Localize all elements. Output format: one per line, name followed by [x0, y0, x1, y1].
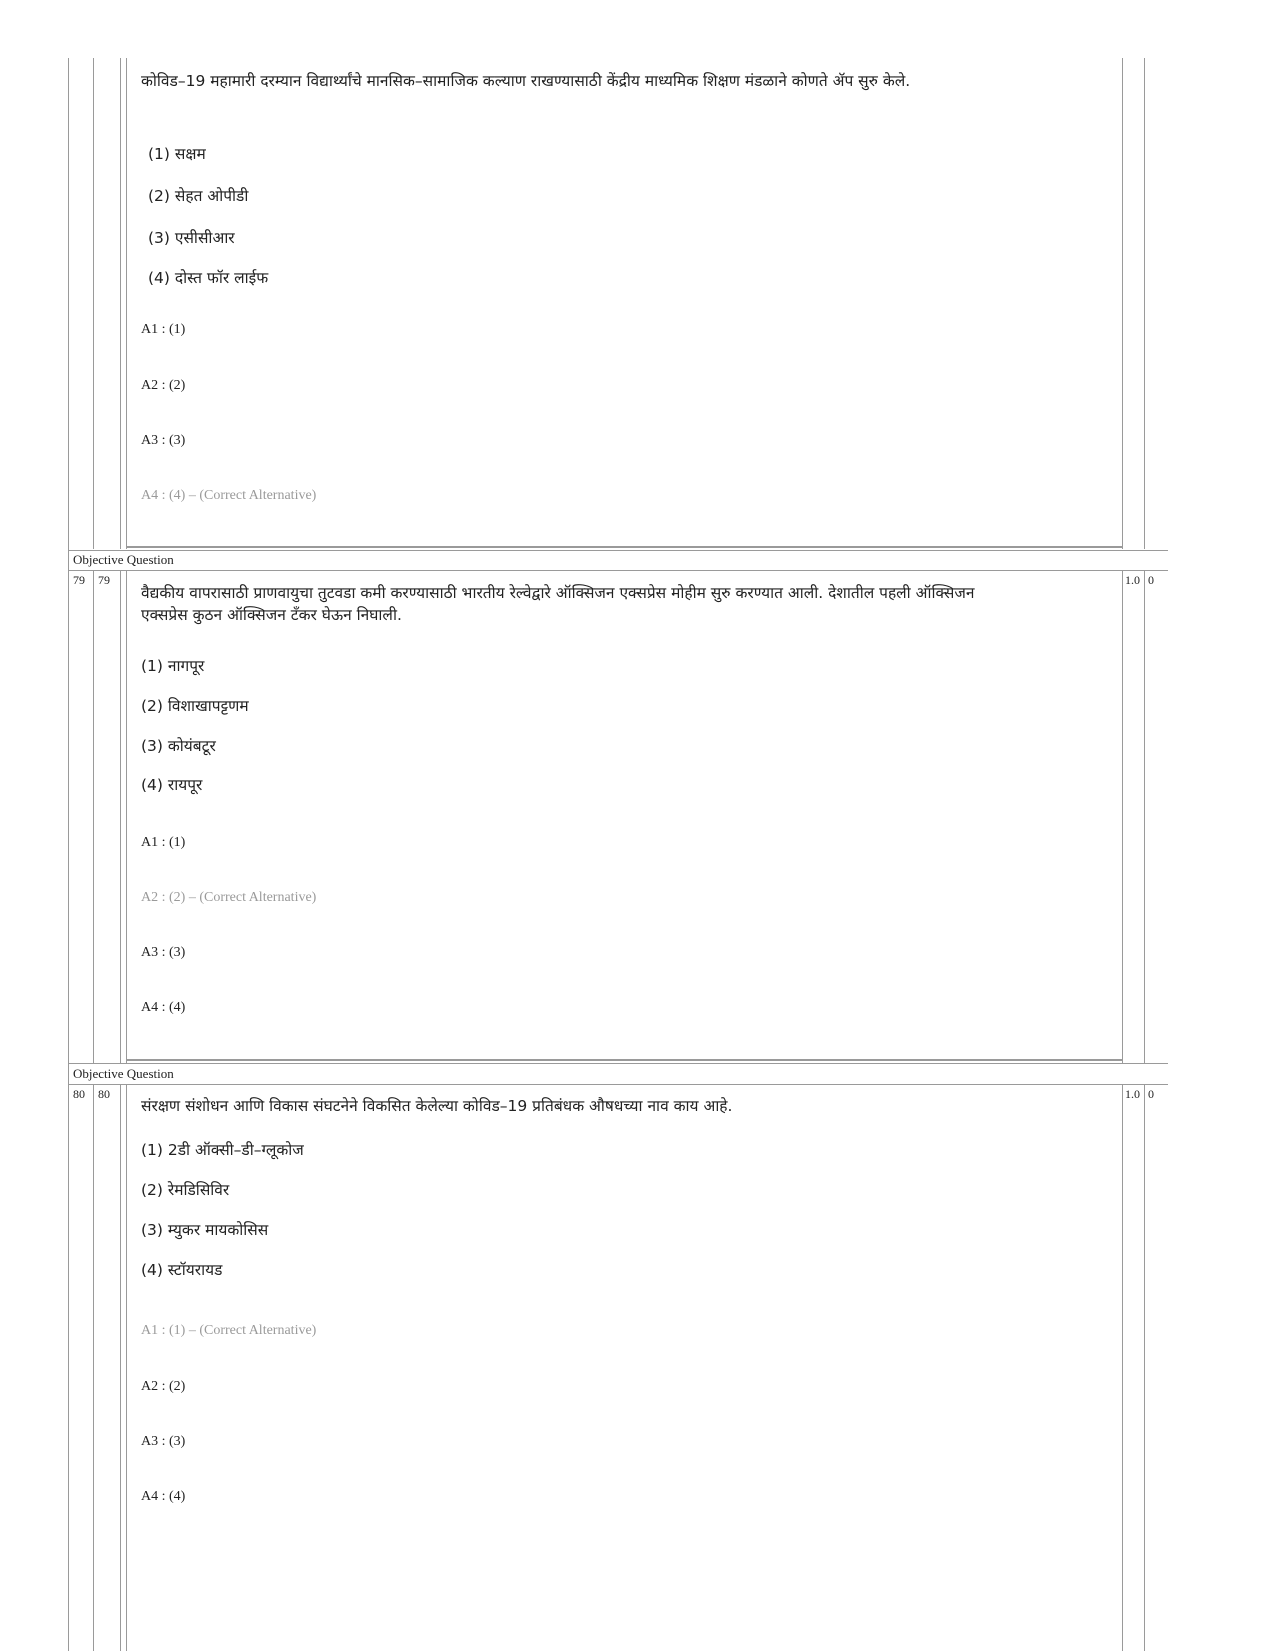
table-border-col4 [1122, 571, 1123, 1063]
negative-marks: 0 [1148, 573, 1154, 587]
question-number: 79 [73, 573, 85, 587]
row-divider [68, 1084, 1168, 1085]
section-label: Objective Question [73, 552, 174, 567]
answer-2: A2 : (2) [141, 378, 186, 393]
option-2: (2) सेहत ओपीडी [148, 187, 249, 205]
option-4: (4) रायपूर [141, 776, 203, 794]
question-text: वैद्यकीय वापरासाठी प्राणवायुचा तुटवडा कमी करण्यासाठी भारतीय रेल्वेद्वारे ऑक्सिजन एक्सप्रेस मोहीम सुरु करण्यात आली. देशातील पहली ऑक्सिजन एक्सप्रेस कुठन ऑक्सिजन टँकर घेऊन निघाली. [141, 584, 975, 624]
option-2: (2) रेमडिसिविर [141, 1181, 230, 1199]
option-1: (1) 2डी ऑक्सी–डी–ग्लूकोज [141, 1141, 304, 1159]
option-4: (4) स्टॉयरायड [141, 1261, 223, 1279]
table-border-col1 [93, 1085, 94, 1651]
row-divider [68, 570, 1168, 571]
option-3: (3) म्युकर मायकोसिस [141, 1221, 269, 1239]
table-border-col5 [1144, 571, 1145, 1063]
option-1: (1) नागपूर [141, 657, 205, 675]
option-3: (3) एसीसीआर [148, 229, 235, 247]
answer-3: A3 : (3) [141, 433, 186, 448]
table-border-left [68, 58, 69, 1651]
question-marks: 1.0 [1125, 1087, 1140, 1101]
row-divider [68, 550, 1168, 551]
answer-2: A2 : (2) [141, 1379, 186, 1394]
table-border-col2 [120, 1085, 121, 1651]
table-border-col1 [93, 58, 94, 549]
table-border-col4 [1122, 1085, 1123, 1651]
section-label: Objective Question [73, 1066, 174, 1081]
question-marks: 1.0 [1125, 573, 1140, 587]
table-border-col3 [126, 1085, 127, 1651]
table-border-col1 [93, 571, 94, 1063]
option-1: (1) सक्षम [148, 145, 206, 163]
question-text: संरक्षण संशोधन आणि विकास संघटनेने विकसित केलेल्या कोविड–19 प्रतिबंधक औषधच्या नाव काय आहे. [141, 1097, 733, 1115]
question-number: 80 [73, 1087, 85, 1101]
table-border-col2 [120, 58, 121, 549]
answer-1: A1 : (1) [141, 322, 186, 337]
answer-2-correct: A2 : (2) – (Correct Alternative) [141, 890, 317, 905]
question-text: कोविड–19 महामारी दरम्यान विद्यार्थ्यांचे मानसिक–सामाजिक कल्याण राखण्यासाठी केंद्रीय माध्यमिक शिक्षण मंडळाने कोणते ॲप सुरु केले. [141, 72, 911, 90]
answer-4-correct: A4 : (4) – (Correct Alternative) [141, 488, 317, 503]
option-2: (2) विशाखापट्टणम [141, 697, 249, 715]
row-divider [68, 1063, 1168, 1064]
answer-4: A4 : (4) [141, 1000, 186, 1015]
table-border-col2 [120, 571, 121, 1063]
table-border-col4 [1122, 58, 1123, 549]
answer-4: A4 : (4) [141, 1489, 186, 1504]
option-4: (4) दोस्त फॉर लाईफ [148, 269, 269, 287]
row-divider [126, 546, 1122, 548]
answer-1: A1 : (1) [141, 835, 186, 850]
table-border-col5 [1144, 1085, 1145, 1651]
option-3: (3) कोयंबटूर [141, 737, 216, 755]
table-border-col5 [1144, 58, 1145, 549]
question-id: 79 [98, 573, 110, 587]
negative-marks: 0 [1148, 1087, 1154, 1101]
answer-3: A3 : (3) [141, 1434, 186, 1449]
table-border-col3 [126, 571, 127, 1063]
table-border-col3 [126, 58, 127, 549]
row-divider [126, 1059, 1122, 1061]
answer-1-correct: A1 : (1) – (Correct Alternative) [141, 1323, 317, 1338]
answer-3: A3 : (3) [141, 945, 186, 960]
question-id: 80 [98, 1087, 110, 1101]
